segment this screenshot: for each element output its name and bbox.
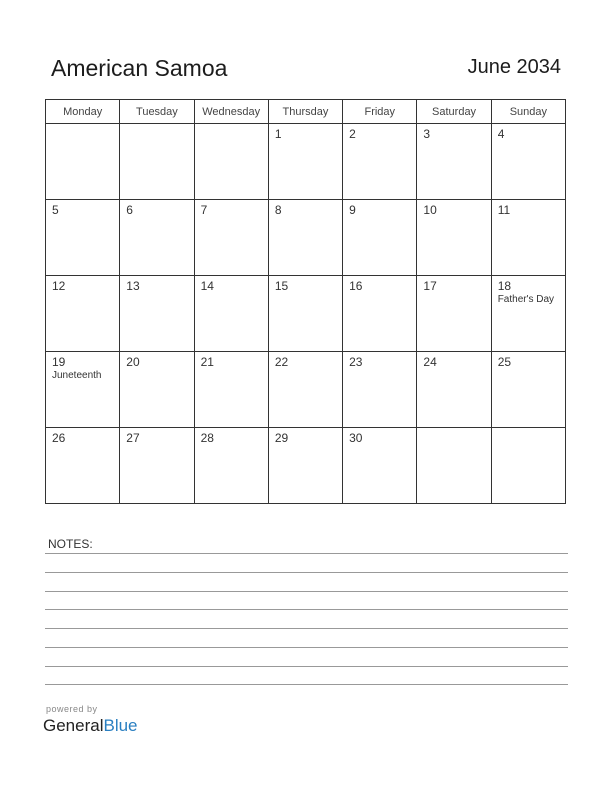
day-number: 28 xyxy=(200,431,214,445)
day-number: 16 xyxy=(349,279,363,293)
day-number: 7 xyxy=(200,203,208,217)
brand-general: General xyxy=(43,716,104,735)
note-line xyxy=(45,572,568,573)
day-number: 10 xyxy=(423,203,437,217)
day-number: 8 xyxy=(274,203,282,217)
day-cell xyxy=(268,200,342,276)
day-number: 18 xyxy=(497,279,512,293)
day-number: 23 xyxy=(349,355,363,369)
day-cell xyxy=(46,200,120,276)
weekday-header: Saturday xyxy=(417,100,491,124)
note-line xyxy=(45,666,568,667)
day-number: 6 xyxy=(126,203,133,217)
brand-logo xyxy=(43,716,138,736)
day-cell xyxy=(343,124,417,200)
day-cell xyxy=(46,124,120,200)
powered-by-text: powered by xyxy=(46,704,98,714)
day-cell xyxy=(46,276,120,352)
day-number: 21 xyxy=(200,355,214,369)
day-cell xyxy=(120,276,194,352)
weekday-header: Tuesday xyxy=(120,100,194,124)
note-line xyxy=(45,647,568,648)
week-row xyxy=(46,428,566,504)
day-cell xyxy=(491,276,565,352)
week-row xyxy=(46,276,566,352)
day-number: 4 xyxy=(497,127,505,141)
weekday-header: Friday xyxy=(343,100,417,124)
day-number: 26 xyxy=(52,431,66,445)
day-cell xyxy=(491,124,565,200)
day-cell xyxy=(417,124,491,200)
note-line xyxy=(45,553,568,554)
notes-label: NOTES: xyxy=(48,537,93,551)
day-cell xyxy=(194,428,268,504)
note-line xyxy=(45,684,568,685)
day-cell xyxy=(491,200,565,276)
calendar-month: June 2034 xyxy=(467,56,561,78)
day-number: 1 xyxy=(274,127,282,141)
day-number: 22 xyxy=(274,355,289,369)
day-number: 29 xyxy=(274,431,289,445)
day-number: 30 xyxy=(349,431,363,445)
day-number: 14 xyxy=(200,279,214,293)
day-cell xyxy=(417,352,491,428)
day-cell xyxy=(120,428,194,504)
note-line xyxy=(45,609,568,610)
day-number: 25 xyxy=(497,355,512,369)
day-cell xyxy=(194,352,268,428)
day-cell xyxy=(491,428,565,504)
note-line xyxy=(45,591,568,592)
day-number: 24 xyxy=(423,355,437,369)
calendar-title: American Samoa xyxy=(51,55,228,81)
week-row xyxy=(46,124,566,200)
day-cell xyxy=(120,352,194,428)
day-number: 15 xyxy=(274,279,289,293)
day-number: 5 xyxy=(52,203,59,217)
day-cell xyxy=(268,352,342,428)
day-cell xyxy=(417,200,491,276)
weekday-header: Wednesday xyxy=(194,100,268,124)
holiday-label: Father's Day xyxy=(497,294,555,305)
day-number: 27 xyxy=(126,431,140,445)
day-cell xyxy=(46,352,120,428)
day-cell xyxy=(343,276,417,352)
week-row xyxy=(46,352,566,428)
day-cell xyxy=(491,352,565,428)
day-number: 9 xyxy=(349,203,356,217)
weekday-header: Sunday xyxy=(491,100,565,124)
day-number: 20 xyxy=(126,355,140,369)
day-cell xyxy=(343,352,417,428)
week-row xyxy=(46,200,566,276)
day-number: 11 xyxy=(497,203,511,217)
day-cell xyxy=(268,276,342,352)
day-number: 12 xyxy=(52,279,66,293)
note-line xyxy=(45,628,568,629)
day-cell xyxy=(343,200,417,276)
day-cell xyxy=(194,276,268,352)
day-cell xyxy=(194,124,268,200)
day-cell xyxy=(46,428,120,504)
day-cell xyxy=(417,276,491,352)
day-cell xyxy=(417,428,491,504)
weekday-header-row xyxy=(46,100,566,124)
holiday-label: Juneteenth xyxy=(52,370,102,381)
day-cell xyxy=(268,428,342,504)
day-number: 17 xyxy=(423,279,437,293)
day-number: 2 xyxy=(349,127,356,141)
calendar-grid xyxy=(45,99,566,504)
weekday-header: Thursday xyxy=(268,100,342,124)
day-cell xyxy=(268,124,342,200)
brand-blue: Blue xyxy=(103,716,138,735)
day-cell xyxy=(120,200,194,276)
day-cell xyxy=(120,124,194,200)
day-number: 19 xyxy=(52,355,66,369)
day-number: 13 xyxy=(126,279,140,293)
weekday-header: Monday xyxy=(46,100,120,124)
day-cell xyxy=(343,428,417,504)
day-number: 3 xyxy=(423,127,431,141)
day-cell xyxy=(194,200,268,276)
